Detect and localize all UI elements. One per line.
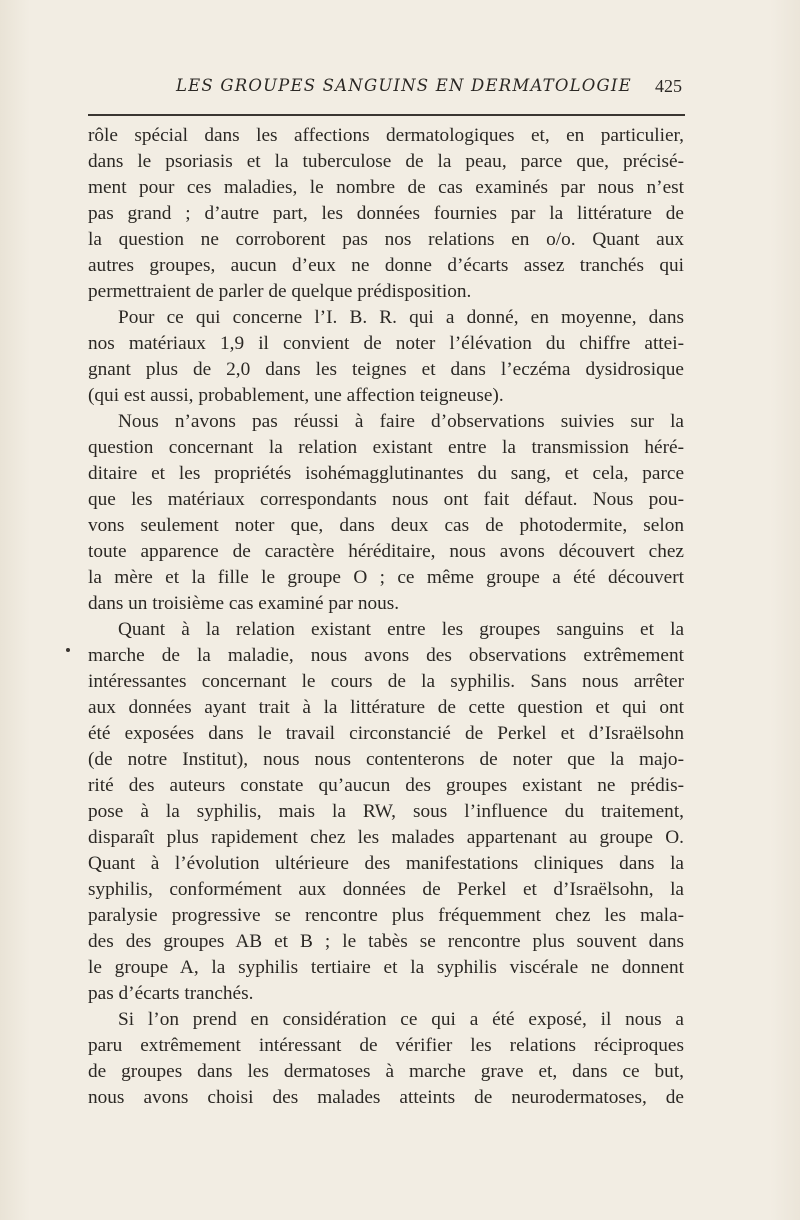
text-line: (de notre Institut), nous nous contenterons de noter que la majo- bbox=[88, 749, 684, 770]
running-title: LES GROUPES SANGUINS EN DERMATOLOGIE bbox=[176, 76, 632, 95]
text-line: pas d’écarts tranchés. bbox=[88, 983, 254, 1004]
text-line: été exposées dans le travail circonstancié de Perkel et d’Israëlsohn bbox=[88, 723, 684, 744]
text-line: rité des auteurs constate qu’aucun des groupes existant ne prédis- bbox=[88, 775, 684, 796]
text-line: vons seulement noter que, dans deux cas de photodermite, selon bbox=[88, 515, 684, 536]
text-line: ditaire et les propriétés isohémagglutinantes du sang, et cela, parce bbox=[88, 463, 684, 484]
text-line: Nous n’avons pas réussi à faire d’observations suivies sur la bbox=[118, 411, 684, 432]
text-line: gnant plus de 2,0 dans les teignes et dans l’eczéma dysidrosique bbox=[88, 359, 684, 380]
text-line: de groupes dans les dermatoses à marche grave et, dans ce but, bbox=[88, 1061, 684, 1082]
text-line: Pour ce qui concerne l’I. B. R. qui a donné, en moyenne, dans bbox=[118, 307, 684, 328]
text-line: Quant à la relation existant entre les groupes sanguins et la bbox=[118, 619, 684, 640]
text-line: paru extrêmement intéressant de vérifier les relations réciproques bbox=[88, 1035, 684, 1056]
margin-mark bbox=[66, 648, 70, 652]
text-line: aux données ayant trait à la littérature de cette question et qui ont bbox=[88, 697, 684, 718]
text-line: la mère et la fille le groupe O ; ce même groupe a été découvert bbox=[88, 567, 684, 588]
text-line: des des groupes AB et B ; le tabès se rencontre plus souvent dans bbox=[88, 931, 684, 952]
text-line: nous avons choisi des malades atteints de neurodermatoses, de bbox=[88, 1087, 684, 1108]
text-line: marche de la maladie, nous avons des observations extrêmement bbox=[88, 645, 684, 666]
text-line: intéressantes concernant le cours de la syphilis. Sans nous arrêter bbox=[88, 671, 684, 692]
text-line: disparaît plus rapidement chez les malades appartenant au groupe O. bbox=[88, 827, 684, 848]
text-line: le groupe A, la syphilis tertiaire et la syphilis viscérale ne donnent bbox=[88, 957, 684, 978]
text-line: Si l’on prend en considération ce qui a été exposé, il nous a bbox=[118, 1009, 684, 1030]
text-line: autres groupes, aucun d’eux ne donne d’écarts assez tranchés qui bbox=[88, 255, 684, 276]
text-line: nos matériaux 1,9 il convient de noter l’élévation du chiffre attei- bbox=[88, 333, 684, 354]
text-line: permettraient de parler de quelque prédisposition. bbox=[88, 281, 472, 302]
text-line: question concernant la relation existant entre la transmission héré- bbox=[88, 437, 684, 458]
text-line: rôle spécial dans les affections dermatologiques et, en particulier, bbox=[88, 125, 684, 146]
page-header bbox=[0, 76, 800, 104]
text-line: Quant à l’évolution ultérieure des manifestations cliniques dans la bbox=[88, 853, 684, 874]
text-line: dans un troisième cas examiné par nous. bbox=[88, 593, 400, 614]
text-line: que les matériaux correspondants nous ont fait défaut. Nous pou- bbox=[88, 489, 684, 510]
text-line: ment pour ces maladies, le nombre de cas examinés par nous n’est bbox=[88, 177, 684, 198]
text-line: toute apparence de caractère héréditaire, nous avons découvert chez bbox=[88, 541, 684, 562]
text-line: (qui est aussi, probablement, une affection teigneuse). bbox=[88, 385, 504, 406]
text-line: syphilis, conformément aux données de Perkel et d’Israëlsohn, la bbox=[88, 879, 684, 900]
text-line: la question ne corroborent pas nos relations en o/o. Quant aux bbox=[88, 229, 684, 250]
page-number: 425 bbox=[655, 76, 682, 96]
header-rule bbox=[88, 114, 685, 116]
body-text bbox=[88, 123, 684, 1111]
text-line: paralysie progressive se rencontre plus fréquemment chez les mala- bbox=[88, 905, 684, 926]
text-line: pas grand ; d’autre part, les données fournies par la littérature de bbox=[88, 203, 684, 224]
text-line: dans le psoriasis et la tuberculose de la peau, parce que, précisé- bbox=[88, 151, 684, 172]
text-line: pose à la syphilis, mais la RW, sous l’influence du traitement, bbox=[88, 801, 684, 822]
